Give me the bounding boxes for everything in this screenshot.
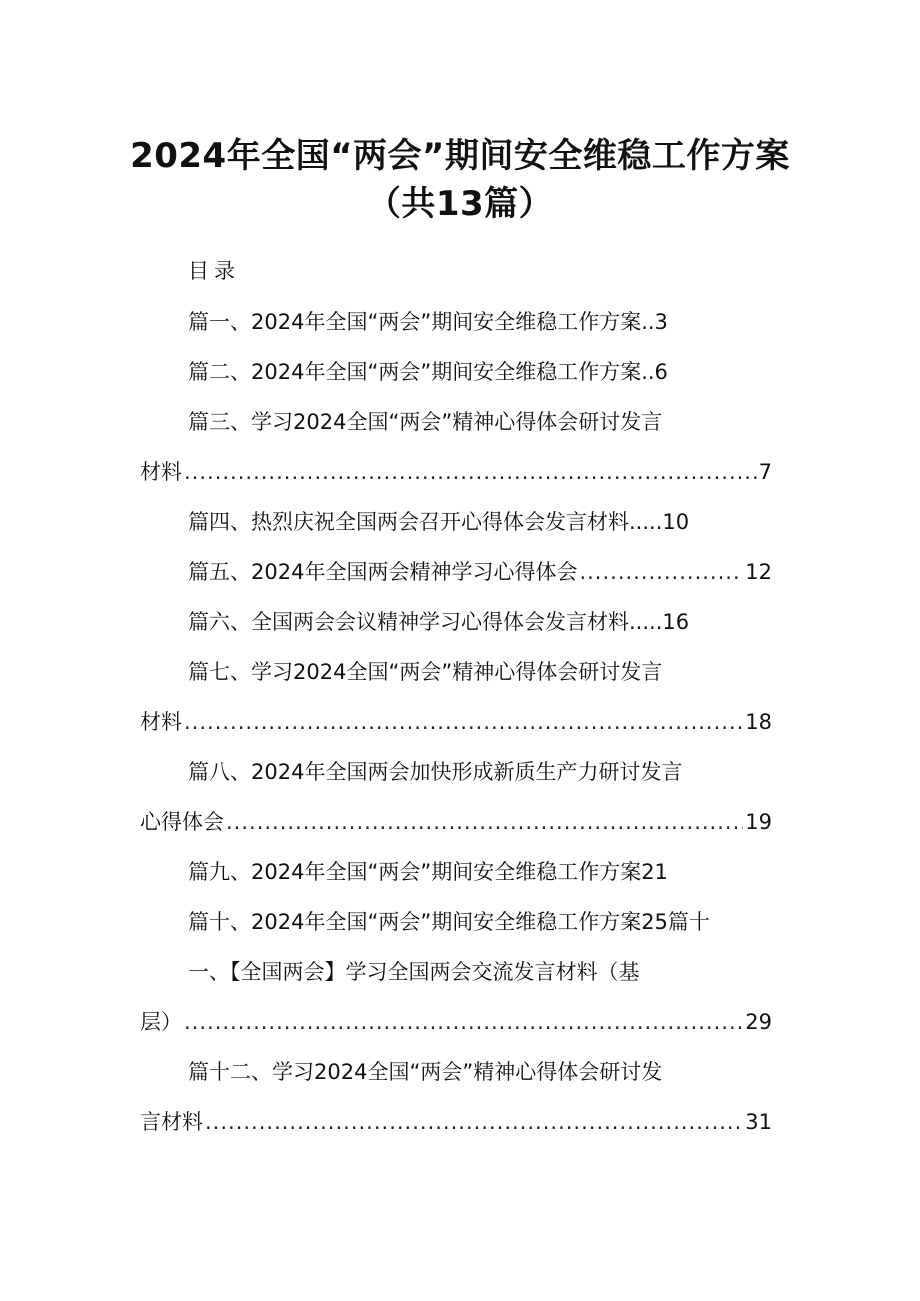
toc-entry-11: 一、【全国两会】学习全国两会交流发言材料（基: [188, 960, 640, 984]
document-subtitle: （共13篇）: [366, 184, 554, 224]
toc-page-number: 29: [745, 1010, 772, 1034]
toc-entry-12-cont: [140, 1102, 772, 1142]
toc-entry-12: 篇十二、学习2024全国“两会”精神心得体会研讨发: [188, 1060, 663, 1084]
toc-entry-text: 心得体会: [140, 810, 224, 834]
toc-leader-dots: [205, 1102, 743, 1142]
toc-page-number: 31: [745, 1110, 772, 1134]
document-title: 2024年全国“两会”期间安全维稳工作方案: [130, 136, 790, 176]
toc-entry-8-cont: [140, 802, 772, 842]
toc-leader-dots: [184, 1002, 743, 1042]
toc-entry-text: 材料: [140, 710, 182, 734]
toc-entry-6: 篇六、全国两会会议精神学习心得体会发言材料.....16: [188, 610, 690, 634]
toc-page-number: 7: [758, 460, 772, 484]
toc-entry-text: 篇五、2024年全国两会精神学习心得体会: [188, 560, 578, 584]
toc-entry-7: 篇七、学习2024全国“两会”精神心得体会研讨发言: [188, 660, 663, 684]
toc-entry-5: [188, 552, 772, 592]
toc-page-number: 19: [745, 810, 772, 834]
toc-leader-dots: [184, 452, 757, 492]
toc-entry-11-cont: [140, 1002, 772, 1042]
toc-leader-dots: [226, 802, 743, 842]
toc-page-number: 18: [745, 710, 772, 734]
toc-heading: 目录: [188, 259, 240, 283]
toc-entry-2: 篇二、2024年全国“两会”期间安全维稳工作方案..6: [188, 360, 668, 384]
toc-entry-7-cont: [140, 702, 772, 742]
toc-entry-1: 篇一、2024年全国“两会”期间安全维稳工作方案..3: [188, 310, 668, 334]
toc-entry-3: 篇三、学习2024全国“两会”精神心得体会研讨发言: [188, 410, 663, 434]
toc-entry-10: 篇十、2024年全国“两会”期间安全维稳工作方案25篇十: [188, 910, 710, 934]
toc-entry-3-cont: [140, 452, 772, 492]
toc-entry-text: 言材料: [140, 1110, 203, 1134]
toc-entry-text: 层）: [140, 1010, 182, 1034]
toc-leader-dots: [579, 552, 743, 592]
toc-page-number: 12: [745, 560, 772, 584]
toc-entry-8: 篇八、2024年全国两会加快形成新质生产力研讨发言: [188, 760, 683, 784]
toc-leader-dots: [184, 702, 743, 742]
toc-entry-4: 篇四、热烈庆祝全国两会召开心得体会发言材料.....10: [188, 510, 690, 534]
toc-entry-text: 材料: [140, 460, 182, 484]
toc-entry-9: 篇九、2024年全国“两会”期间安全维稳工作方案21: [188, 860, 668, 884]
